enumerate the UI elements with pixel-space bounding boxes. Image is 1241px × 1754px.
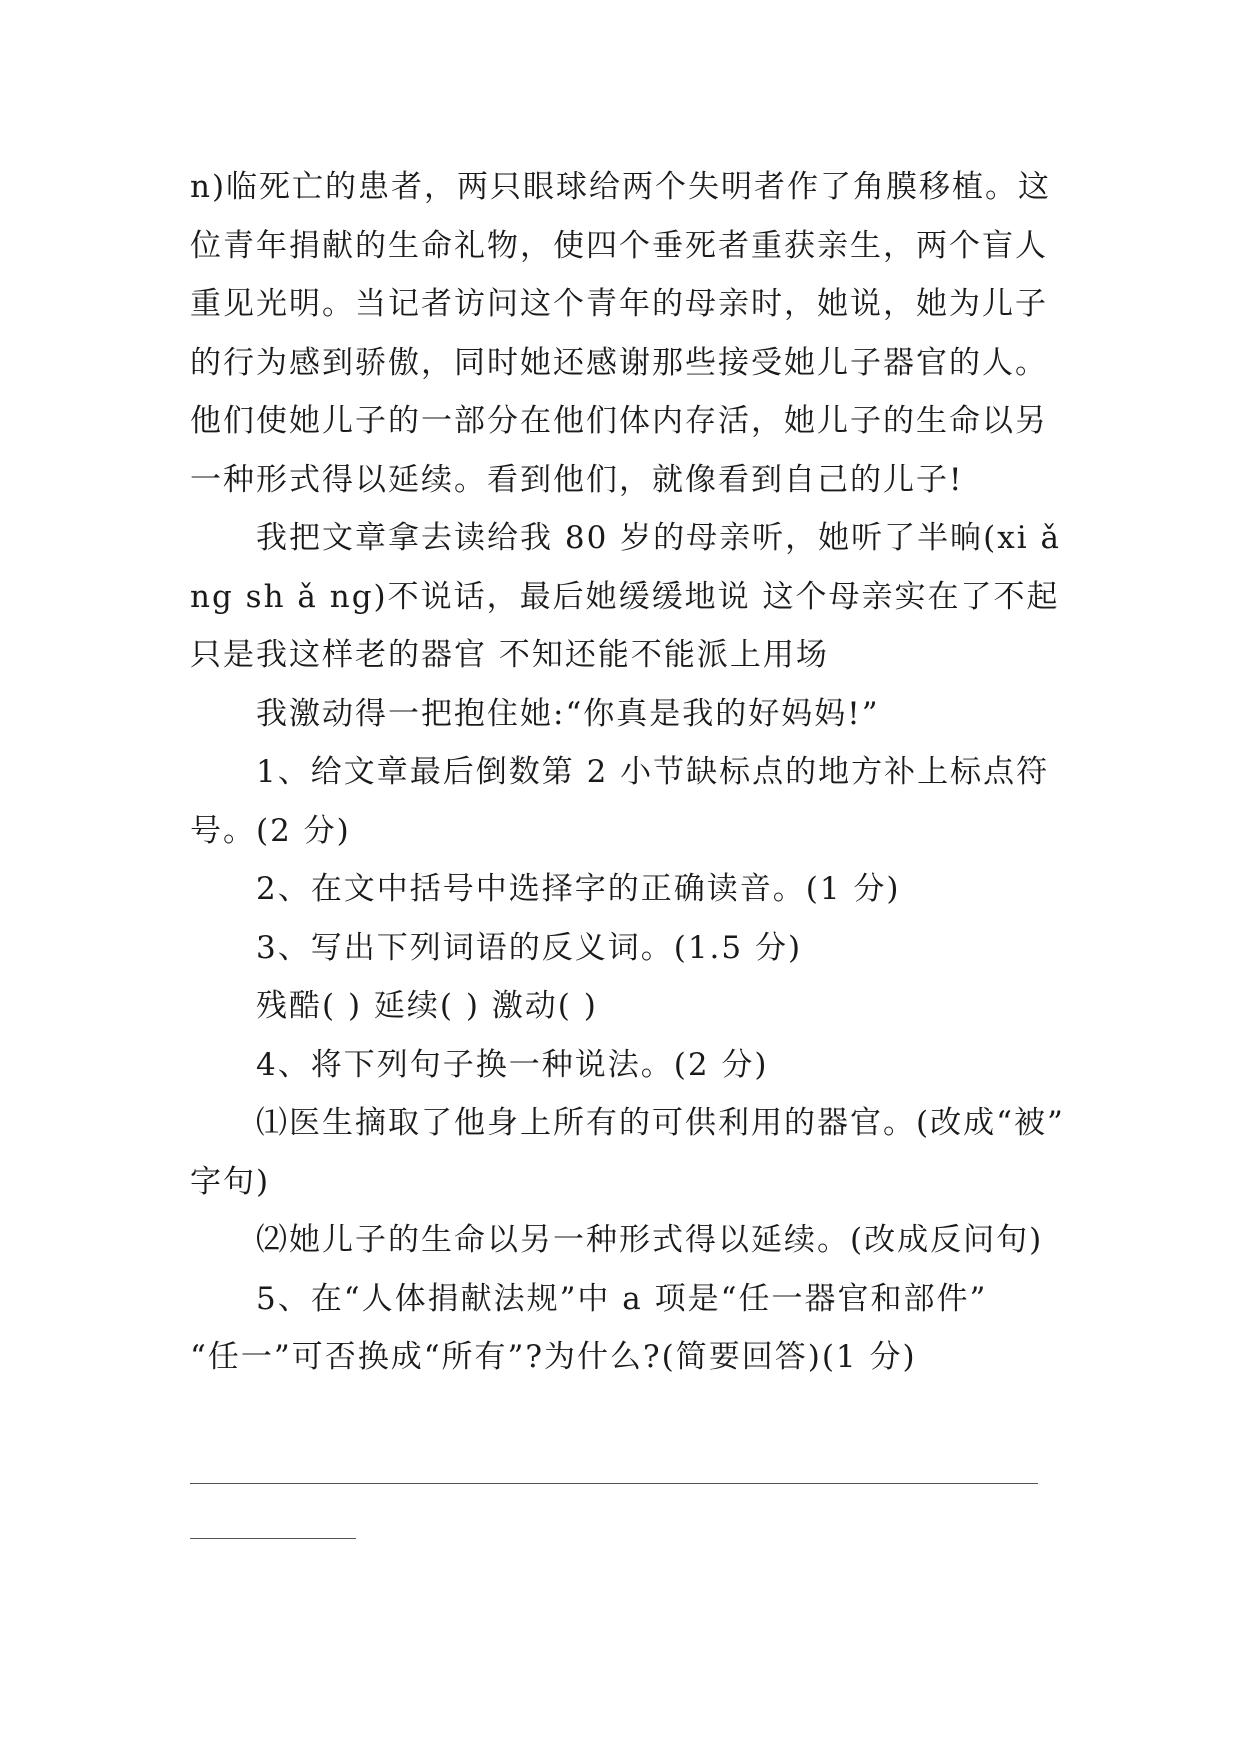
passage-line: 他们使她儿子的一部分在他们体内存活，她儿子的生命以另 [190,403,1048,439]
question-1: 1、给文章最后倒数第 2 小节缺标点的地方补上标点符 [256,754,1050,790]
passage-line: 位青年捐献的生命礼物，使四个垂死者重获亲生，两个盲人 [190,227,1048,264]
passage-line: 重见光明。当记者访问这个青年的母亲时，她说，她为儿子 [190,286,1048,322]
question-5: 5、在“人体捐献法规”中 a 项是“任一器官和部件” [256,1280,988,1317]
passage-line: 的行为感到骄傲，同时她还感谢那些接受她儿子器官的人。 [190,344,1048,381]
passage-line: 一种形式得以延续。看到他们，就像看到自己的儿子! [190,461,964,498]
answer-line [190,1483,1038,1484]
question-4-1-continued: 字句) [190,1163,271,1200]
question-2: 2、在文中括号中选择字的正确读音。(1 分) [256,871,901,907]
question-1-continued: 号。(2 分) [190,812,351,849]
passage-line: 只是我这样老的器官 不知还能不能派上用场 [190,637,829,673]
passage-line: 我把文章拿去读给我 80 岁的母亲听，她听了半晌(xi ǎ [256,520,1061,556]
question-4: 4、将下列句子换一种说法。(2 分) [256,1046,769,1083]
passage-line: n)临死亡的患者，两只眼球给两个失明者作了角膜移植。这 [190,169,1052,205]
question-4-1: ⑴医生摘取了他身上所有的可供利用的器官。(改成“被” [256,1105,1065,1141]
answer-line [190,1538,356,1539]
question-5-continued: “任一”可否换成“所有”?为什么?(简要回答)(1 分) [190,1339,917,1375]
passage-line: 我激动得一把抱住她:“你真是我的好妈妈!” [256,695,880,732]
document-body [190,158,1070,1387]
passage-line: ng sh ǎ ng)不说话，最后她缓缓地说 这个母亲实在了不起 [190,578,1060,615]
question-3: 3、写出下列词语的反义词。(1.5 分) [256,929,803,966]
question-4-2: ⑵她儿子的生命以另一种形式得以延续。(改成反问句) [256,1222,1044,1258]
question-3-items: 残酷( ) 延续( ) 激动( ) [256,988,598,1024]
